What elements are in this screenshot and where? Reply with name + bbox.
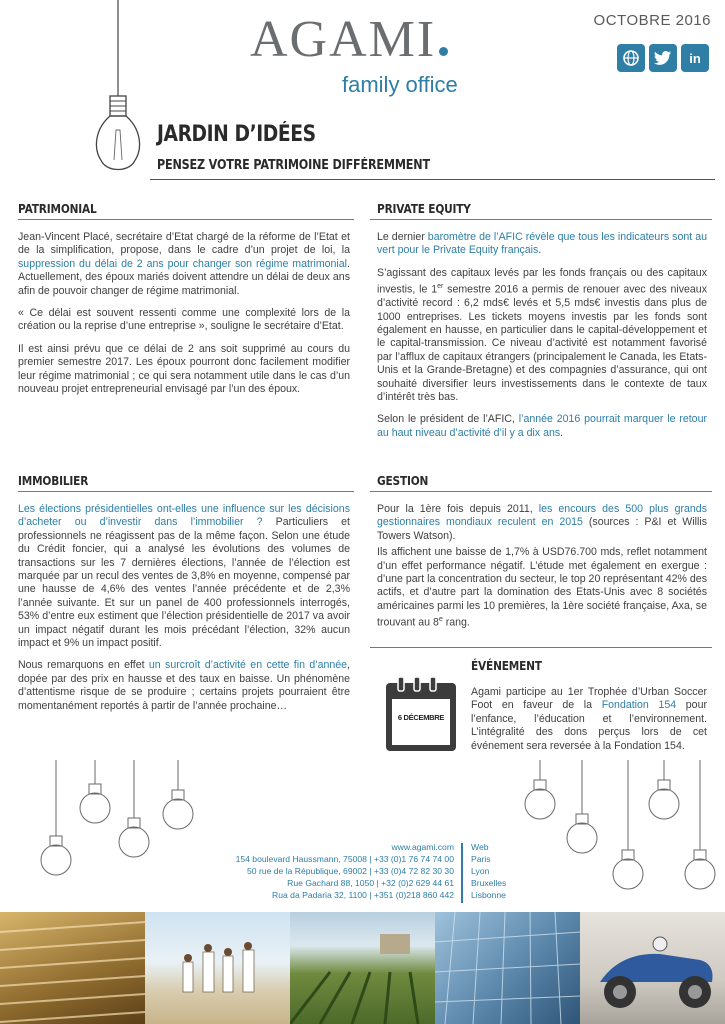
section-heading-patrimonial: PATRIMONIAL [18,202,97,216]
photo-vintage-car [580,912,725,1024]
section-heading-immobilier: IMMOBILIER [18,474,89,488]
linkedin-icon[interactable]: in [681,44,709,72]
page-title: JARDIN D’IDÉES [157,122,316,147]
section-divider [370,219,712,220]
website-link[interactable]: www.agami.com [391,842,454,852]
section-divider [370,491,712,492]
footer-cities: Web Paris Lyon Bruxelles Lisbonne [471,842,507,900]
article-link[interactable]: l’année 2016 pourrait marquer le retour au haut niveau d’activité d’il y a dix ans [377,413,707,439]
section-heading-gestion: GESTION [377,474,429,488]
article-gestion: Pour la 1ère fois depuis 2011, les encours des 500 plus grands gestionnaires mondiaux reculent en 2015 (sources : P&I et Willis Towers Watson). Ils affichent une baisse de 1,7% à USD76.700 mds, reflet notamment d’un effet performance négatif. L’étude met également en exergue : d’une part la concentration du secteur, le top 20 représentant 42% des actifs, et d’autre part la domination des Etats-Unis avec 8 sociétés américaines parmi les 10 premières, la 1ère société française, Axa, se trouvant au 8e rang. [377,503,707,629]
section-heading-evenement: ÉVÉNEMENT [471,659,542,673]
article-link[interactable]: les encours des 500 plus grands gestionnaires mondiaux reculent en 2015 [377,503,707,529]
photo-vineyard [290,912,435,1024]
article-private-equity: Le dernier baromètre de l’AFIC révèle que tous les indicateurs sont au vert pour le Private Equity français. S’agissant des capitaux levés par les fonds français ou des capitaux investis, le 1er semestre 2016 a permis de renouer avec des niveaux d’activité record : 6,2 mds€ levés et 5,5 mds€ investis dans plus de 1000 entreprises. Les tickets moyens investis par les fonds sont également en hausse, en particulier dans le capital-développement et le capital-transmission. Ce niveau d’activité est notamment favorisé par l’afflux de capitaux étrangers (principalement le Canada, les Etats-Unis et la Grande-Bretagne) et des compagnies d’assurance, qui ont souhaité diversifier leurs investissements dans le contexte de taux d’intérêt très bas. Selon le président de l’AFIC, l’année 2016 pourrait marquer le retour au haut niveau d’activité d’il y a dix ans. [377,231,707,439]
section-heading-private-equity: PRIVATE EQUITY [377,202,471,216]
photo-family-beach [145,912,290,1024]
photo-staircase [0,912,145,1024]
article-link[interactable]: Les élections présidentielles ont-elles une influence sur les décisions d’acheter ou d’investir dans l’immobilier ? [18,503,350,529]
photo-glass-buildings [435,912,580,1024]
calendar-date-label: 6 DÉCEMBRE [397,713,445,722]
article-link[interactable]: baromètre de l’AFIC révèle que tous les indicateurs sont au vert pour le Private Equity français [377,231,707,257]
page-subtitle: PENSEZ VOTRE PATRIMOINE DIFFÉREMMENT [157,158,430,173]
address-lyon: 50 rue de la République, 69002 | +33 (0)4 72 82 30 30 [247,866,454,876]
article-link[interactable]: suppression du délai de 2 ans pour changer son régime matrimonial [18,257,348,270]
article-immobilier: Les élections présidentielles ont-elles une influence sur les décisions d’acheter ou d’investir dans l’immobilier ? Particuliers et professionnels ne réagissent pas de la même façon. Selon une étude du Crédit foncier, qui a analysé les évolutions des volumes de transactions sur les 7 dernières élections, l’année de l’élection est marquée par un recul des ventes de 3,8% en moyenne, compensé par une hausse de 4,6% des ventes l’année précédente et de 2,3% l’année suivante. Et sur un panel de 400 professionnels interrogés, 53% d’entre eux estiment que l’élection présidentielle de 2017 va avoir un impact négatif durant les mois précédant l’élection, 32% aucun impact et 9% un impact positif. Nous remarquons en effet un surcroît d’activité en cette fin d’année, dopée par des prix en hausse et des taux en baisse. Un phénomène d’attentisme risque de se produire ; certains projets pourraient être momentanément reportés à partir de l’année prochaine… [18,503,350,712]
lightbulb-icon [88,0,148,180]
logo-dot [439,47,448,56]
section-divider [370,647,712,648]
footer-addresses [200,841,454,901]
issue-date: OCTOBRE 2016 [593,12,711,29]
address-bruxelles: Rue Gachard 88, 1050 | +32 (0)2 629 44 61 [287,878,454,888]
address-paris: 154 boulevard Haussmann, 75008 | +33 (0)1 76 74 74 00 [235,854,454,864]
logo-subtitle: family office [342,72,458,97]
globe-icon[interactable] [617,44,645,72]
article-patrimonial: Jean-Vincent Placé, secrétaire d’Etat chargé de la réforme de l’Etat et de la simplification, propose, dans le cadre d’un projet de loi, la suppression du délai de 2 ans pour changer son régime matrimonial. Actuellement, des époux mariés doivent attendre un délai de deux ans afin de pouvoir changer de régime matrimonial. « Ce délai est souvent ressenti comme une complexité lors de la création ou la reprise d’une entreprise », souligne le secrétaire d’Etat. Il est ainsi prévu que ce délai de 2 ans soit supprimé au cours du premier semestre 2017. Les époux pourront donc facilement modifier leur régime matrimonial ; ce qui sera notamment utile dans le cas d’un nouveau projet entrepreneurial envisagé par l’un des époux. [18,231,350,396]
section-divider [18,219,354,220]
article-evenement: Agami participe au 1er Trophée d’Urban Soccer Foot en faveur de la Fondation 154 pour l’enfance, l’éducation et l’environnement. L’intégralité des dons perçus lors de cet événement sera reversée à la Fondation 154. [471,686,707,752]
article-link[interactable]: Fondation 154 [601,699,677,712]
article-link[interactable]: un surcroît d’activité en cette fin d’année [148,659,348,672]
address-lisbonne: Rua da Padaria 32, 1100 | +351 (0)218 860 442 [272,890,454,900]
section-divider [18,491,354,492]
calendar-icon [384,675,458,753]
title-divider [150,179,715,180]
logo-wordmark: AGAMI [250,14,448,66]
twitter-icon[interactable] [649,44,677,72]
footer-divider [461,843,463,903]
